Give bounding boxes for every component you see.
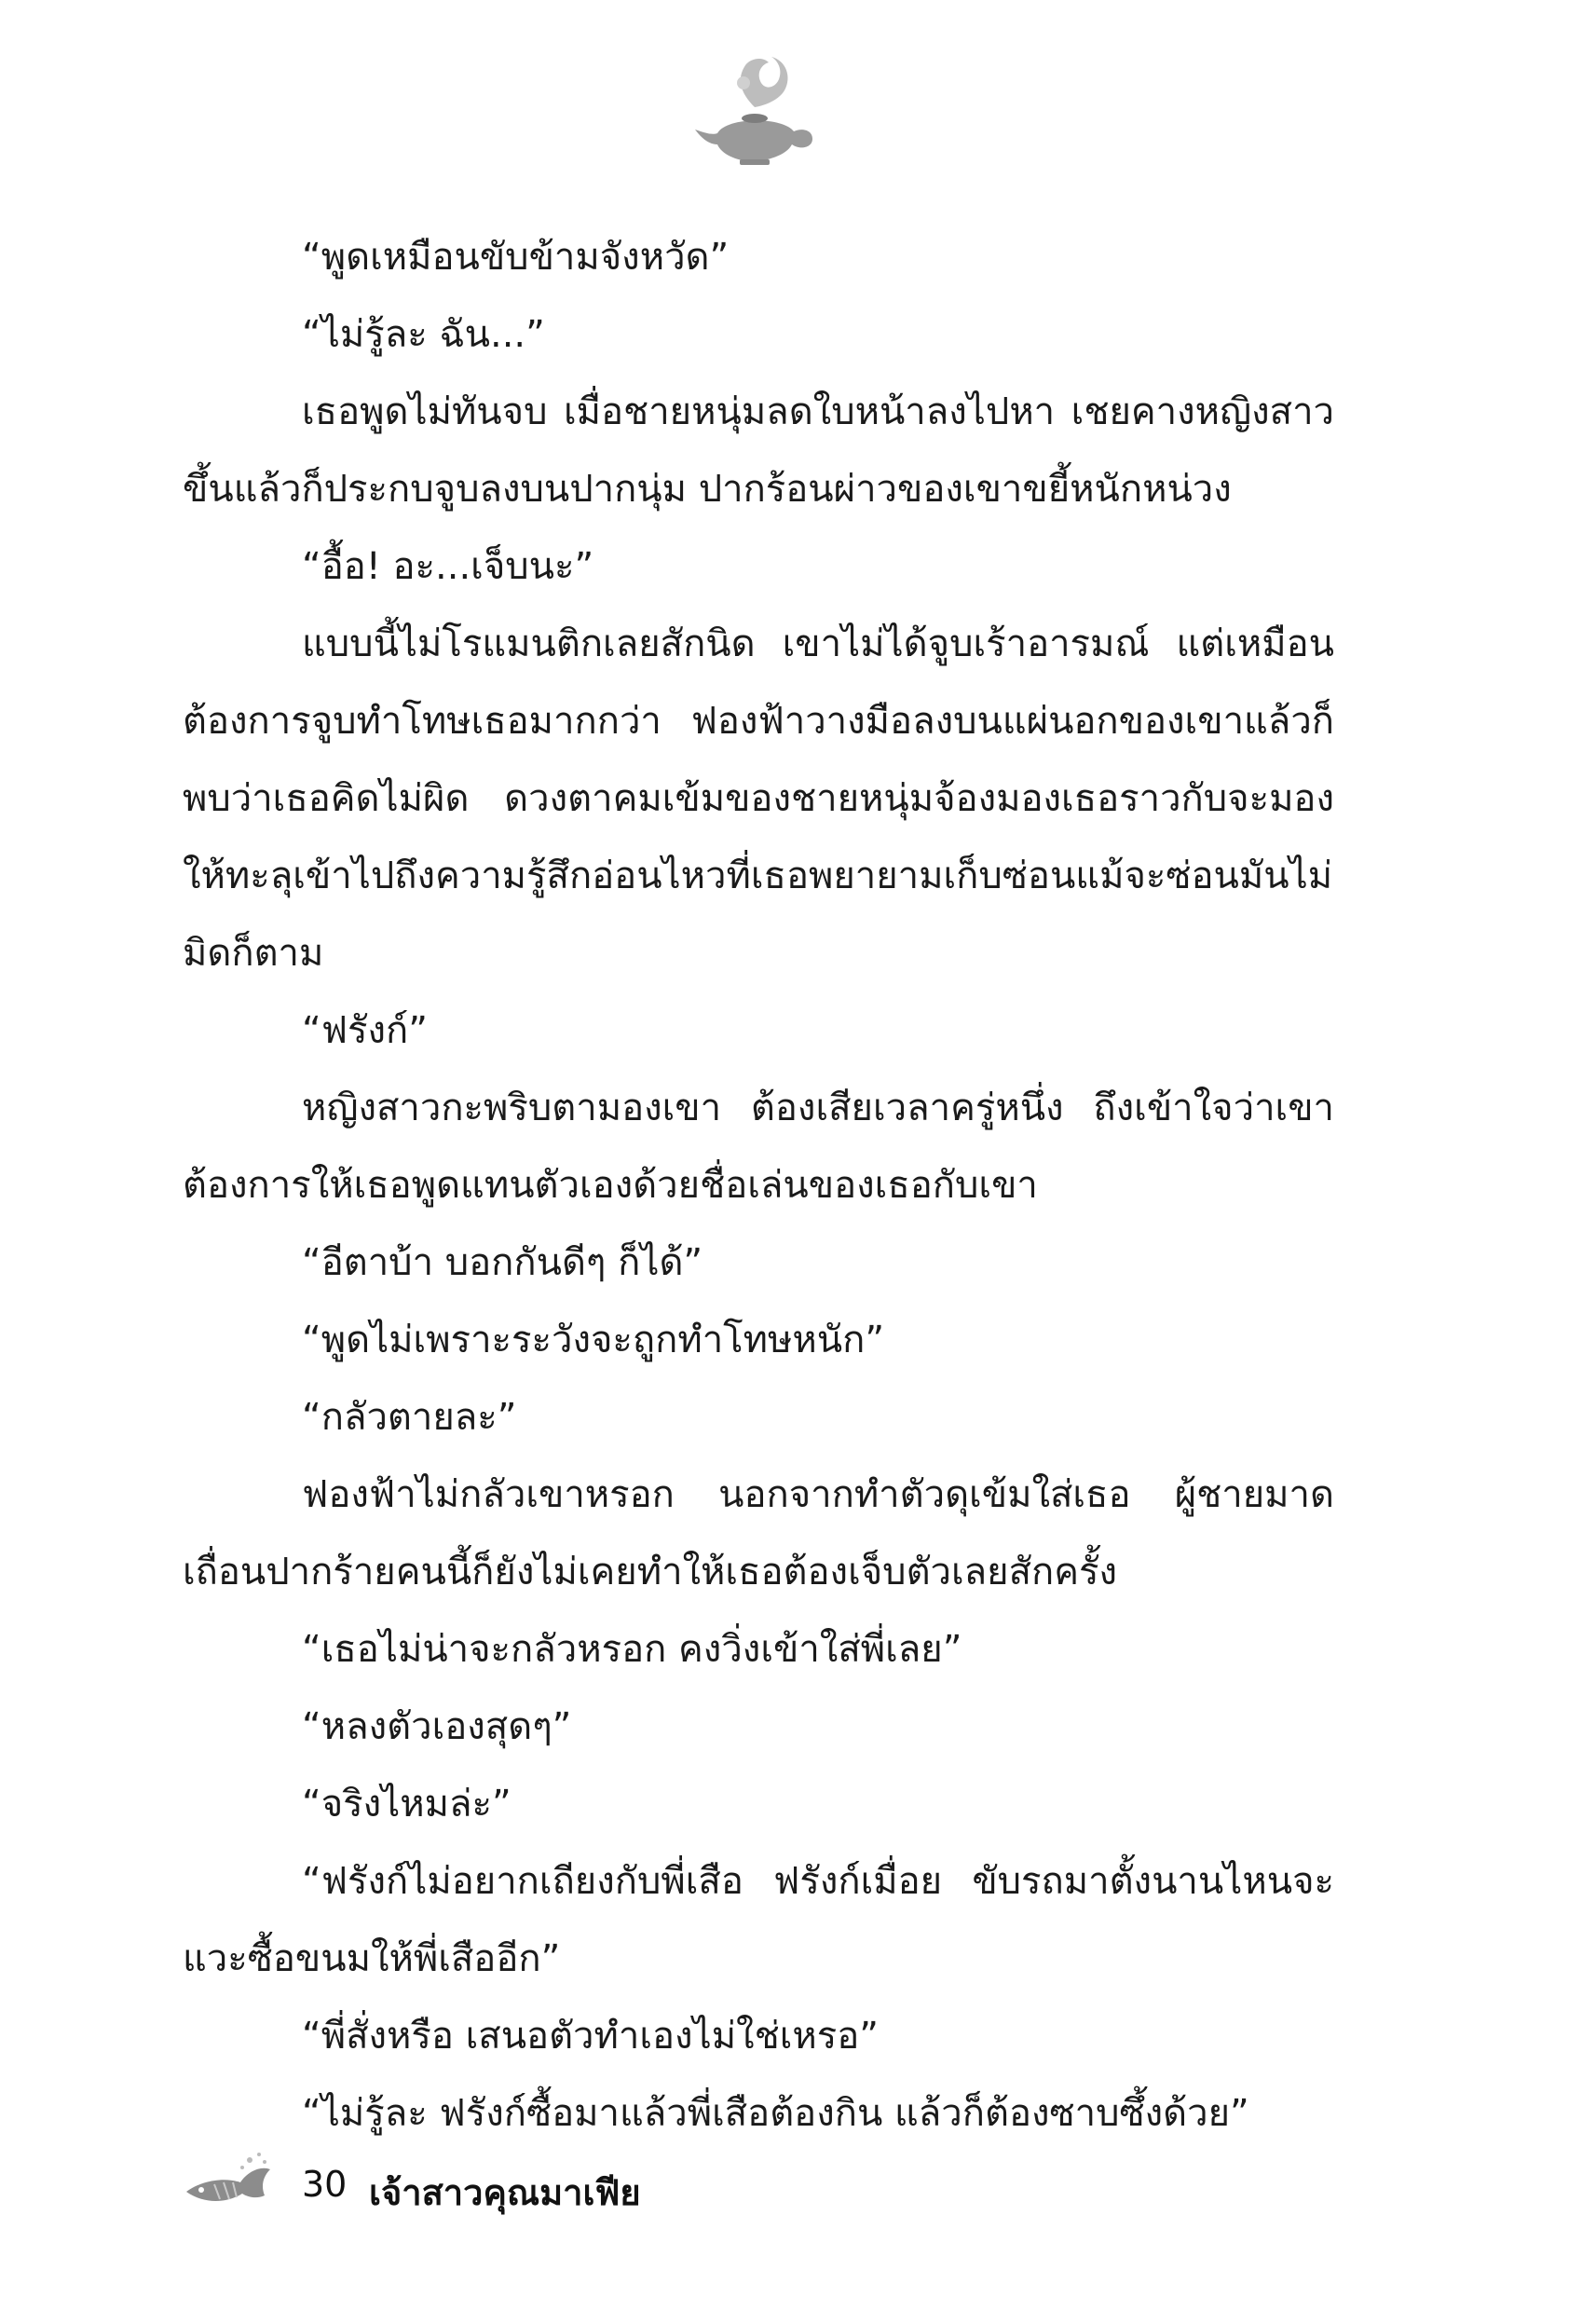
book-title: เจ้าสาวคุณมาเฟีย xyxy=(369,2172,641,2213)
paragraph: “อีตาบ้า บอกกันดีๆ ก็ได้” xyxy=(302,1241,703,1284)
paragraph: “พูดเหมือนขับข้ามจังหวัด” xyxy=(302,236,730,279)
page-number: 30 xyxy=(302,2164,348,2205)
paragraph: “พูดไม่เพราะระวังจะถูกทำโทษหนัก” xyxy=(302,1319,885,1361)
paragraph: “กลัวตายละ” xyxy=(302,1396,517,1439)
paragraph: “อื้อ! อะ...เจ็บนะ” xyxy=(302,545,594,588)
page-footer xyxy=(183,2143,1021,2227)
paragraph: “พี่สั่งหรือ เสนอตัวทำเองไม่ใช่เหรอ” xyxy=(302,2015,880,2058)
fish-icon xyxy=(183,2143,276,2227)
paragraph: “เธอไม่น่าจะกลัวหรอก คงวิ่งเข้าใส่พี่เลย” xyxy=(302,1628,962,1671)
paragraph: “ไม่รู้ละ ฟรังก์ซื้อมาแล้วพี่เสือต้องกิน แล้วก็ต้องซาบซึ้งด้วย” xyxy=(302,2092,1249,2135)
paragraph: แบบนี้ไม่โรแมนติกเลยสักนิด เขาไม่ได้จูบเร้าอารมณ์ แต่เหมือนต้องการจูบทำโทษเธอมากกว่า ฟองฟ้าวางมือลงบนแผ่นอกของเขาแล้วก็พบว่าเธอคิดไม่ผิด ดวงตาคมเข้มของชายหนุ่มจ้องมองเธอราวกับจะมองให้ทะลุเข้าไปถึงความรู้สึกอ่อนไหวที่เธอพยายามเก็บซ่อนแม้จะซ่อนมันไม่มิดก็ตาม xyxy=(183,622,1334,975)
body-text xyxy=(183,219,1334,2153)
paragraph: “ฟรังก์ไม่อยากเถียงกับพี่เสือ ฟรังก์เมื่อย ขับรถมาตั้งนานไหนจะแวะซื้อขนมให้พี่เสืออีก” xyxy=(183,1860,1334,1980)
paragraph: “ฟรังก์” xyxy=(302,1009,428,1052)
genie-lamp-icon xyxy=(689,51,820,172)
paragraph: เธอพูดไม่ทันจบ เมื่อชายหนุ่มลดใบหน้าลงไปหา เชยคางหญิงสาวขึ้นแล้วก็ประกบจูบลงบนปากนุ่ม ปากร้อนผ่าวของเขาขยี้หนักหน่วง xyxy=(183,390,1334,511)
paragraph: ฟองฟ้าไม่กลัวเขาหรอก นอกจากทำตัวดุเข้มใส่เธอ ผู้ชายมาดเถื่อนปากร้ายคนนี้ก็ยังไม่เคยทำให้เธอต้องเจ็บตัวเลยสักครั้ง xyxy=(183,1473,1334,1593)
paragraph: “หลงตัวเองสุดๆ” xyxy=(302,1705,572,1748)
paragraph: “ไม่รู้ละ ฉัน...” xyxy=(302,313,545,356)
paragraph: “จริงไหมล่ะ” xyxy=(302,1783,512,1826)
paragraph: หญิงสาวกะพริบตามองเขา ต้องเสียเวลาครู่หนึ่ง ถึงเข้าใจว่าเขาต้องการให้เธอพูดแทนตัวเองด้วยชื่อเล่นของเธอกับเขา xyxy=(183,1087,1334,1207)
